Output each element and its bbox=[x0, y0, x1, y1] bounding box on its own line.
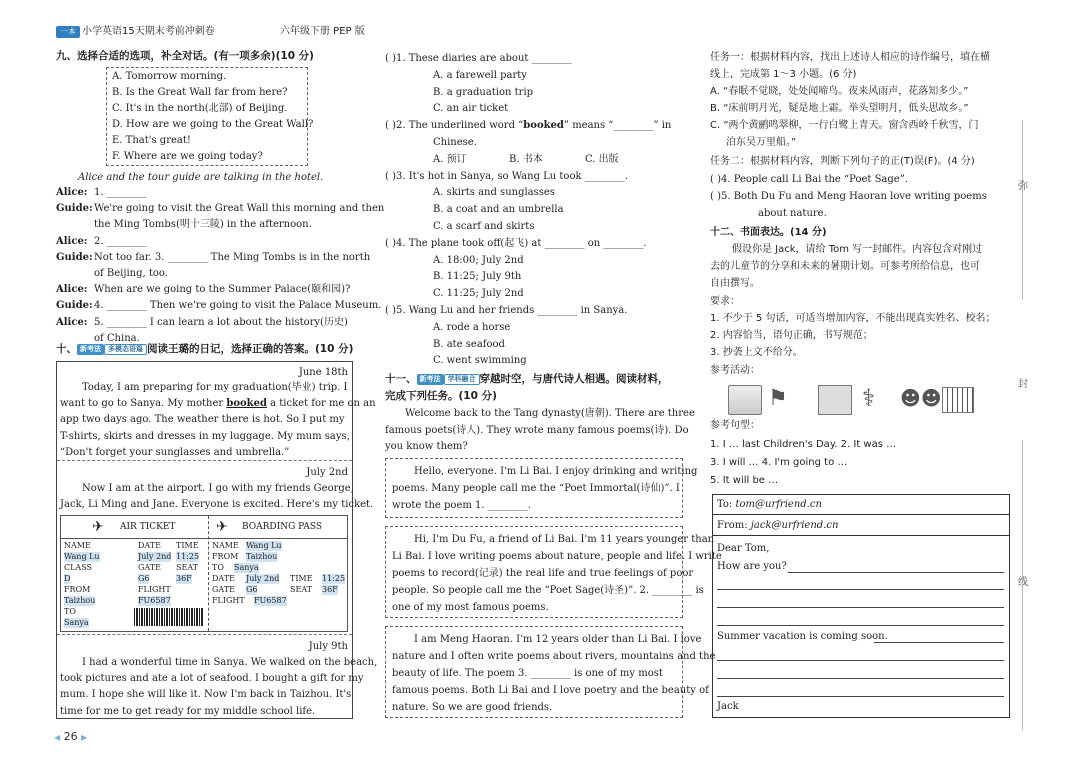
question-stem: ( )1. These diaries are about ________ bbox=[385, 53, 572, 64]
barcode bbox=[134, 608, 204, 626]
tag-new-method: 新考法 bbox=[417, 374, 444, 385]
ticket-field: FU6587 bbox=[138, 596, 171, 605]
ticket-field: DATE bbox=[212, 574, 235, 583]
right-text: 任务二：根据材料内容，判断下列句子的正(T)误(F)。(4 分) bbox=[710, 156, 975, 167]
poet-line: one of my most famous poems. bbox=[392, 602, 549, 613]
right-text: 自由撰写。 bbox=[710, 278, 760, 289]
question-stem: ( )3. It's hot in Sanya, so Wang Lu took ________. bbox=[385, 170, 628, 182]
poet-line: nature and I often write poems about rivers, mountains and the bbox=[392, 651, 716, 662]
email-to-line bbox=[713, 514, 1009, 515]
poet-line: Hello, everyone. I'm Li Bai. I enjoy drinking and writing bbox=[414, 466, 698, 477]
dialog-line: Not too far. 3. ________ The Ming Tombs is in the north bbox=[94, 251, 371, 263]
poet-line: poems to record(记录) the real life and true feelings of poor bbox=[392, 568, 694, 579]
poet-line: wrote the poem 1. ________. bbox=[392, 500, 531, 511]
diary-line: T-shirts, skirts and dresses in my luggage. My mum says, bbox=[60, 430, 350, 442]
poet-line: beauty of life. The poem 3. ________ is one of my most bbox=[392, 668, 663, 679]
email-from: From: jack@urfriend.cn bbox=[717, 520, 839, 531]
party-icon bbox=[728, 385, 762, 415]
question-stem: ( )2. The underlined word “booked” means “________” in bbox=[385, 120, 672, 132]
ticket-field: FLIGHT bbox=[212, 596, 245, 605]
ticket-field: Sanya bbox=[234, 563, 259, 572]
right-text: C. “两个黄鹂鸣翠柳，一行白鹭上青天。窗含西岭千秋雪，门 bbox=[710, 120, 979, 131]
intro-line: you know them? bbox=[385, 441, 468, 453]
ticket-field: NAME bbox=[64, 541, 91, 550]
answer-option: C. a scarf and skirts bbox=[433, 221, 535, 232]
option-item: B. Is the Great Wall far from here? bbox=[112, 87, 288, 98]
speaker-label: Alice: bbox=[56, 235, 88, 247]
write-line[interactable] bbox=[717, 660, 1004, 661]
people-icon: ☻☻ bbox=[900, 386, 942, 410]
diary-date-2: July 2nd bbox=[306, 467, 348, 478]
answer-option: A. rode a horse bbox=[433, 321, 511, 333]
study-icon bbox=[818, 385, 852, 415]
diary-line: time for me to get ready for my middle school life. bbox=[60, 705, 316, 717]
poet-line: Hi, I'm Du Fu, a friend of Li Bai. I'm 11 years younger than bbox=[414, 534, 715, 545]
ticket-field: 11:25 bbox=[176, 552, 200, 561]
piano-icon bbox=[942, 387, 974, 413]
speaker-label: Guide: bbox=[56, 251, 93, 263]
ticket-field: GATE bbox=[138, 563, 161, 572]
dialog-line: 5. ________ I can learn a lot about the history(历史) bbox=[94, 316, 348, 328]
binding-word-mi: 弥 bbox=[1018, 181, 1028, 192]
right-text: A. “春眠不觉晓，处处闻啼鸟。夜来风雨声，花落知多少。” bbox=[710, 86, 969, 97]
right-text: 去的儿童节的分享和未来的暑期计划。可参考所给信息，也可 bbox=[710, 261, 980, 272]
right-text: B. “床前明月光，疑是地上霜。举头望明月，低头思故乡。” bbox=[710, 103, 969, 114]
header-title: 小学英语15天期末考前冲刺卷 bbox=[82, 26, 215, 37]
diary-divider-1 bbox=[57, 460, 352, 461]
answer-option: C. 出版 bbox=[585, 153, 619, 165]
email-greeting: Dear Tom, bbox=[717, 543, 770, 554]
right-text: 十二、书面表达。(14 分) bbox=[710, 227, 827, 238]
email-to: To: tom@urfriend.cn bbox=[717, 499, 822, 510]
right-text: 5. It will be … bbox=[710, 475, 779, 486]
answer-option: B. 书本 bbox=[509, 153, 543, 165]
answer-option: C. went swimming bbox=[433, 355, 527, 367]
ticket-field: TO bbox=[212, 563, 224, 572]
ticket-field: TIME bbox=[290, 574, 313, 583]
section-11-title-line2: 完成下列任务。(10 分) bbox=[385, 390, 497, 402]
poet-line: nature. So we are good friends. bbox=[392, 702, 553, 713]
header-grade: 六年级下册 PEP 版 bbox=[280, 26, 365, 37]
right-text: 3. 抄袭上文不给分。 bbox=[710, 347, 803, 358]
poet-line: I am Meng Haoran. I'm 12 years older than Li Bai. I love bbox=[414, 634, 702, 645]
ticket-field: GATE bbox=[212, 585, 235, 594]
right-text: 线上，完成第 1～3 小题。(6 分) bbox=[710, 69, 857, 80]
page-number: ◀ 26 ▶ bbox=[54, 730, 88, 743]
header-badge: 一本 bbox=[56, 26, 80, 38]
diary-line: want to go to Sanya. My mother booked a ticket for me on an bbox=[60, 398, 376, 410]
right-text: 参考活动： bbox=[710, 365, 760, 376]
right-text: 假设你是 Jack，请给 Tom 写一封邮件。内容包含对刚过 bbox=[732, 244, 983, 255]
ticket-field: July 2nd bbox=[138, 552, 172, 561]
dialog-line: We're going to visit the Great Wall this morning and then bbox=[94, 203, 385, 215]
airplane-icon: ✈ bbox=[216, 519, 228, 535]
ticket-field: G6 bbox=[138, 574, 150, 583]
diary-line: mum. I hope she will like it. Now I'm back in Taizhou. It's bbox=[60, 689, 352, 701]
diary-line: I had a wonderful time in Sanya. We walked on the beach, bbox=[82, 657, 378, 668]
right-text: ( )5. Both Du Fu and Meng Haoran love writing poems bbox=[710, 191, 987, 202]
section-9-title: 九、选择合适的选项，补全对话。(有一项多余)(10 分) bbox=[56, 50, 314, 62]
right-text: 泊东吴万里船。” bbox=[726, 137, 797, 148]
dialog-line: the Ming Tombs(明十三陵) in the afternoon. bbox=[94, 219, 312, 231]
poet-line: Li Bai. I love writing poems about nature, people and life. I write bbox=[392, 551, 722, 562]
right-text: 3. I will … 4. I'm going to … bbox=[710, 457, 848, 468]
ticket-field: July 2nd bbox=[246, 574, 280, 583]
speaker-label: Guide: bbox=[56, 203, 93, 215]
ticket-field: TIME bbox=[176, 541, 199, 550]
option-item: F. Where are we going today? bbox=[112, 151, 263, 162]
write-line[interactable] bbox=[717, 589, 1004, 590]
binding-word-xian: 线 bbox=[1018, 577, 1028, 588]
speaker-label: Alice: bbox=[56, 187, 88, 198]
poet-line: famous poems. Both Li Bai and I love poetry and the beauty of bbox=[392, 685, 709, 696]
option-item: C. It's in the north(北部) of Beijing. bbox=[112, 103, 288, 114]
right-text: about nature. bbox=[758, 208, 827, 219]
ticket-field: 11:25 bbox=[322, 574, 346, 583]
intro-line: famous poets(诗人). They wrote many famous poems(诗). Do bbox=[385, 424, 689, 436]
ticket-field: SEAT bbox=[176, 563, 198, 572]
answer-option: A. 18:00; July 2nd bbox=[433, 254, 524, 266]
poet-line: people. So people call me the “Poet Sage(诗圣)”. 2. ________ is bbox=[392, 585, 704, 596]
answer-option: B. ate seafood bbox=[433, 338, 505, 350]
diary-line: Jack, Li Ming and Jane. Everyone is excited. Here's my ticket. bbox=[60, 499, 374, 511]
ticket-field: Taizhou bbox=[64, 596, 96, 605]
answer-option: B. 11:25; July 9th bbox=[433, 271, 522, 283]
speaker-label: Alice: bbox=[56, 284, 88, 296]
ticket-field: FU6587 bbox=[254, 596, 287, 605]
email-from-address: jack@urfriend.cn bbox=[750, 520, 839, 531]
answer-option: B. a coat and an umbrella bbox=[433, 204, 564, 216]
right-text: 参考句型： bbox=[710, 420, 760, 431]
ticket-field: 36F bbox=[176, 574, 192, 583]
email-how: How are you? bbox=[717, 561, 787, 572]
right-text: ( )4. People call Li Bai the “Poet Sage”. bbox=[710, 174, 909, 185]
question-stem: ( )4. The plane took off(起飞) at ________ on ________. bbox=[385, 237, 647, 249]
right-text: 2. 内容恰当，语句正确，书写规范； bbox=[710, 330, 873, 341]
section-10-title: 十、 新考法 多模态语篇 阅读王璐的日记，选择正确的答案。(10 分) bbox=[56, 343, 354, 355]
option-item: A. Tomorrow morning. bbox=[112, 71, 227, 82]
ticket-field: DATE bbox=[138, 541, 161, 550]
diary-line: “Don't forget your sunglasses and umbrella.” bbox=[60, 446, 290, 458]
right-text: 要求： bbox=[710, 296, 740, 307]
page-header bbox=[56, 24, 516, 40]
right-text: 任务一：根据材料内容，找出上述诗人相应的诗作编号，填在横 bbox=[710, 52, 990, 63]
write-line[interactable] bbox=[717, 696, 1004, 697]
ticket-header-line bbox=[61, 538, 347, 539]
right-text: 1. 不少于 5 句话，可适当增加内容，不能出现真实姓名、校名； bbox=[710, 313, 996, 324]
diary-date-3: July 9th bbox=[308, 641, 348, 652]
write-line[interactable] bbox=[717, 678, 1004, 679]
write-line[interactable] bbox=[717, 625, 1004, 626]
diary-line: app two days ago. The weather there is hot. So I put my bbox=[60, 414, 345, 426]
question-stem: Chinese. bbox=[433, 137, 477, 148]
option-item: E. That's great! bbox=[112, 135, 191, 146]
right-text: 1. I … last Children's Day. 2. It was … bbox=[710, 439, 897, 450]
ticket-field: TO bbox=[64, 607, 76, 616]
ticket-field: D bbox=[64, 574, 71, 583]
ticket-field: NAME bbox=[212, 541, 239, 550]
diary-line: Now I am at the airport. I go with my friends George, bbox=[82, 483, 354, 494]
tag-cross-subject: 学科融合 bbox=[444, 374, 480, 385]
dialog-line: of China. bbox=[94, 332, 140, 344]
email-to-address: tom@urfriend.cn bbox=[735, 499, 822, 510]
section-11-title: 十一、 新考法 学科融合 穿越时空，与唐代诗人相遇。阅读材料， bbox=[385, 373, 669, 385]
airplane-icon: ✈ bbox=[92, 519, 104, 535]
email-signature: Jack bbox=[717, 701, 739, 712]
answer-option: A. a farewell party bbox=[433, 69, 527, 81]
diary-date-1: June 18th bbox=[298, 367, 348, 378]
ticket-field: SEAT bbox=[290, 585, 312, 594]
reference-activity-images bbox=[728, 381, 976, 419]
ticket-field: G6 bbox=[246, 585, 258, 594]
hospital-icon: ⚕ bbox=[862, 384, 875, 412]
kids-playing-icon: ⚑ bbox=[768, 386, 788, 411]
dialog-line: 2. ________ bbox=[94, 235, 147, 247]
ticket-field: 36F bbox=[322, 585, 338, 594]
question-stem: ( )5. Wang Lu and her friends ________ in Sanya. bbox=[385, 305, 628, 316]
boarding-pass-title: BOARDING PASS bbox=[242, 522, 323, 532]
page-prev-icon: ◀ bbox=[54, 733, 61, 742]
answer-option: C. an air ticket bbox=[433, 103, 509, 115]
ticket-field: CLASS bbox=[64, 563, 93, 572]
page-next-icon: ▶ bbox=[81, 733, 88, 742]
answer-option: B. a graduation trip bbox=[433, 86, 534, 98]
tag-multimodal: 多模态语篇 bbox=[104, 344, 147, 355]
ticket-field: Wang Lu bbox=[64, 552, 100, 561]
dialog-line: 1. ________ bbox=[94, 187, 147, 198]
tag-new-method: 新考法 bbox=[77, 344, 104, 355]
dialog-intro: Alice and the tour guide are talking in the hotel. bbox=[78, 172, 324, 183]
dialog-line: 4. ________ Then we're going to visit the Palace Museum. bbox=[94, 300, 382, 312]
answer-option: A. skirts and sunglasses bbox=[433, 187, 555, 199]
air-ticket-title: AIR TICKET bbox=[120, 522, 176, 532]
answer-option: C. 11:25; July 2nd bbox=[433, 288, 524, 300]
diary-line: took pictures and ate a lot of seafood. I bought a gift for my bbox=[60, 673, 364, 685]
ticket-field: FROM bbox=[64, 585, 91, 594]
diary-divider-2 bbox=[57, 634, 352, 635]
intro-line: Welcome back to the Tang dynasty(唐朝). There are three bbox=[405, 408, 695, 419]
write-line[interactable] bbox=[717, 607, 1004, 608]
write-line[interactable] bbox=[874, 642, 1004, 643]
ticket-field: FROM bbox=[212, 552, 239, 561]
dialog-line: of Beijing, too. bbox=[94, 268, 168, 279]
ticket-field: Wang Lu bbox=[246, 541, 282, 550]
dialog-line: When are we going to the Summer Palace(颐和园)? bbox=[94, 284, 351, 296]
speaker-label: Alice: bbox=[56, 316, 88, 328]
ticket-divider bbox=[208, 516, 209, 631]
poet-line: poems. Many people call me the “Poet Immortal(诗仙)”. I bbox=[392, 483, 680, 494]
answer-option: A. 预订 bbox=[433, 153, 467, 165]
ticket-field: Taizhou bbox=[246, 552, 278, 561]
diary-line: Today, I am preparing for my graduation(毕业) trip. I bbox=[82, 382, 348, 393]
option-item: D. How are we going to the Great Wall? bbox=[112, 119, 314, 130]
ticket-field: Sanya bbox=[64, 618, 89, 627]
ticket-field: FLIGHT bbox=[138, 585, 171, 594]
binding-line bbox=[1022, 120, 1023, 300]
email-from-line bbox=[713, 535, 1009, 536]
write-line[interactable] bbox=[788, 572, 1004, 573]
email-summer: Summer vacation is coming soon. bbox=[717, 631, 888, 642]
speaker-label: Guide: bbox=[56, 300, 93, 312]
binding-word-feng: 封 bbox=[1018, 379, 1028, 390]
